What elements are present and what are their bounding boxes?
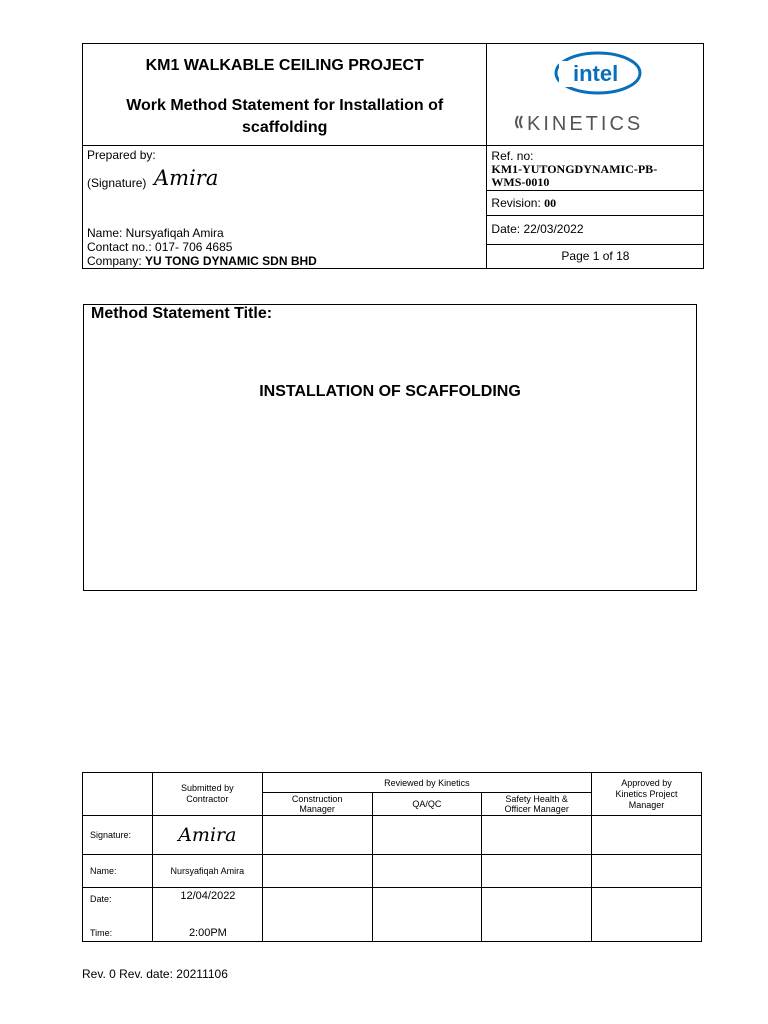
safety-date-cell [482, 888, 592, 942]
contractor-time: 2:00PM [188, 927, 227, 939]
corner-cell [83, 773, 153, 816]
contractor-signature: Amira [152, 816, 262, 855]
signature-row-label: Signature: [83, 816, 153, 855]
page-number: Page 1 of 18 [561, 249, 630, 263]
kinetics-logo [515, 110, 680, 134]
project-title: KM1 WALKABLE CEILING PROJECT [145, 57, 424, 74]
ref-number: KM1-YUTONGDYNAMIC-PB-WMS-0010 [491, 162, 658, 189]
preparer-contact: Contact no.: 017- 706 4685 [87, 240, 233, 254]
pm-signature-cell [592, 816, 702, 855]
company-label: Company: [87, 254, 142, 268]
safety-officer-header: Safety Health & Officer Manager [482, 793, 592, 816]
safety-name-cell [482, 855, 592, 888]
signature-label: (Signature) [87, 176, 147, 190]
title-cell [83, 44, 487, 146]
contractor-date-time [152, 888, 262, 942]
method-statement-title: INSTALLATION OF SCAFFOLDING [259, 383, 521, 400]
approval-table [82, 772, 702, 942]
kinetics-logo-text: KINETICS [527, 113, 644, 134]
document-title: Work Method Statement for Installation of scaffolding [126, 97, 444, 136]
pm-name-cell [592, 855, 702, 888]
date-row-label: Date: [90, 894, 112, 904]
preparer-signature: Amira [154, 166, 219, 190]
cm-name-cell [262, 855, 372, 888]
prepared-by-label: Prepared by: [87, 148, 156, 162]
footer-revision-note: Rev. 0 Rev. date: 20211106 [82, 967, 228, 981]
name-row-label: Name: [83, 855, 153, 888]
ref-label: Ref. no: [491, 149, 534, 163]
reviewed-by-header: Reviewed by Kinetics [262, 773, 591, 793]
qa-name-cell [372, 855, 482, 888]
date-section: Date: 22/03/2022 [487, 216, 703, 245]
cm-signature-cell [262, 816, 372, 855]
method-statement-box [83, 304, 697, 591]
pm-date-cell [592, 888, 702, 942]
company-name: YU TONG DYNAMIC SDN BHD [145, 254, 317, 268]
intel-logo [553, 49, 643, 97]
qa-signature-cell [372, 816, 482, 855]
preparer-cell [83, 146, 487, 269]
revision-label: Revision: [491, 196, 541, 210]
date-time-labels [83, 888, 153, 942]
preparer-name: Name: Nursyafiqah Amira [87, 226, 224, 240]
safety-signature-cell [482, 816, 592, 855]
revision-value: 00 [544, 196, 557, 210]
time-row-label: Time: [90, 928, 113, 938]
kinetics-mark-icon [516, 116, 522, 128]
intel-logo-text: intel [573, 61, 619, 86]
qa-date-cell [372, 888, 482, 942]
qa-qc-header: QA/QC [372, 793, 482, 816]
preparer-company [87, 254, 317, 268]
ref-section [487, 146, 703, 191]
cm-date-cell [262, 888, 372, 942]
ref-cell [487, 146, 704, 269]
approved-by-header: Approved by Kinetics Project Manager [592, 773, 702, 816]
construction-manager-header: Construction Manager [262, 793, 372, 816]
contractor-name: Nursyafiqah Amira [152, 855, 262, 888]
revision-section [487, 191, 703, 216]
contractor-date: 12/04/2022 [180, 890, 236, 902]
document-header [82, 43, 704, 269]
method-statement-label: Method Statement Title: [91, 305, 273, 322]
submitted-by-header: Submitted by Contractor [152, 773, 262, 816]
logo-cell [487, 44, 704, 146]
